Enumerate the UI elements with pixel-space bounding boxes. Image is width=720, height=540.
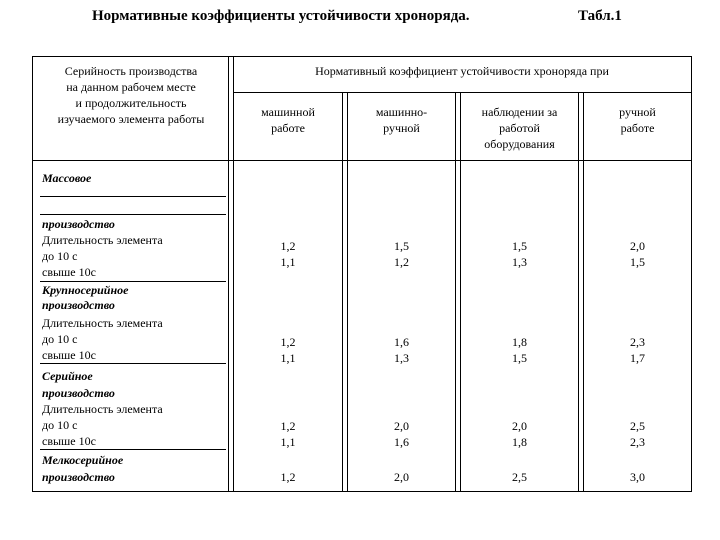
value-cell: 1,5 xyxy=(512,351,527,365)
table-border-right xyxy=(691,56,692,492)
row-1-under-10: до 10 с xyxy=(42,249,78,263)
value-cell: 2,0 xyxy=(512,419,527,433)
value-cell: 1,6 xyxy=(394,335,409,349)
value-cell: 1,2 xyxy=(394,255,409,269)
row-header-line-3: и продолжительность xyxy=(75,96,187,110)
value-cell: 1,2 xyxy=(280,239,296,253)
col-divider-b xyxy=(233,56,234,492)
col-header-3-line-3: оборудования xyxy=(484,137,555,151)
value-cell: 1,8 xyxy=(512,435,527,449)
col-header-4-line-1: ручной xyxy=(619,105,656,119)
col-header-4-line-2: работе xyxy=(620,121,655,135)
col-divider-a xyxy=(228,56,229,492)
value-cell: 1,3 xyxy=(512,255,527,269)
table-border-bottom xyxy=(32,491,692,492)
value-cell: 1,2 xyxy=(280,335,296,349)
value-cell: 1,1 xyxy=(280,435,296,449)
col-header-1-line-2: работе xyxy=(271,121,305,135)
value-cell: 1,1 xyxy=(280,255,296,269)
col-divider-4b xyxy=(583,92,584,492)
value-cell: 2,3 xyxy=(630,435,645,449)
row-rule-4 xyxy=(40,363,226,364)
row-rule-2 xyxy=(40,214,226,215)
row-rule-1 xyxy=(40,196,226,197)
value-cell: 1,5 xyxy=(630,255,645,269)
row-label-mass: Массовое xyxy=(42,171,92,185)
col-header-2-line-2: ручной xyxy=(383,121,420,135)
value-cell: 2,5 xyxy=(512,470,527,484)
row-3-under-10: до 10 с xyxy=(42,418,78,432)
col-divider-3b xyxy=(460,92,461,492)
value-cell: 1,1 xyxy=(280,351,296,365)
value-cell: 3,0 xyxy=(630,470,645,484)
value-cell: 1,6 xyxy=(394,435,409,449)
value-cell: 2,5 xyxy=(630,419,645,433)
col-header-3-line-2: работой xyxy=(499,121,540,135)
row-header-line-4: изучаемого элемента работы xyxy=(57,112,205,126)
row-label-series-2: производство xyxy=(42,386,115,400)
table-label: Табл.1 xyxy=(578,8,622,24)
col-divider-2b xyxy=(347,92,348,492)
col-header-2-line-1: машинно- xyxy=(375,105,428,119)
row-header-line-1: Серийность производства xyxy=(64,64,198,78)
group-header-rule xyxy=(233,92,692,93)
col-divider-2a xyxy=(342,92,343,492)
col-header-3-line-1: наблюдении за xyxy=(481,105,558,119)
row-2-over-10: свыше 10с xyxy=(42,348,96,362)
value-cell: 1,7 xyxy=(630,351,645,365)
table-border-top xyxy=(32,56,692,57)
value-cell: 1,2 xyxy=(280,419,296,433)
group-header: Нормативный коэффициент устойчивости хроноряда при xyxy=(315,64,609,78)
row-label-large-series: Крупносерийное xyxy=(42,283,129,297)
row-label-small-series: Мелкосерийное xyxy=(42,453,124,467)
col-divider-3a xyxy=(455,92,456,492)
value-cell: 1,5 xyxy=(394,239,409,253)
value-cell: 1,5 xyxy=(512,239,527,253)
row-header-line-2: на данном рабочем месте xyxy=(66,80,196,94)
value-cell: 2,0 xyxy=(630,239,645,253)
row-label-series: Серийное xyxy=(42,369,93,383)
row-2-under-10: до 10 с xyxy=(42,332,78,346)
row-label-mass-production: производство xyxy=(42,217,115,231)
table-border-left xyxy=(32,56,33,492)
value-cell: 2,0 xyxy=(394,419,409,433)
page-title: Нормативные коэффициенты устойчивости хроноряда. xyxy=(92,8,470,24)
header-rule xyxy=(32,160,692,161)
row-rule-5 xyxy=(40,449,226,450)
col-divider-4a xyxy=(578,92,579,492)
col-header-1-line-1: машинной xyxy=(261,105,315,119)
row-label-small-series-2: производство xyxy=(42,470,115,484)
row-label-large-series-2: производство xyxy=(42,298,115,311)
row-3-over-10: свыше 10с xyxy=(42,434,96,448)
row-2-duration: Длительность элемента xyxy=(42,316,163,330)
value-cell: 1,2 xyxy=(280,470,296,484)
row-3-duration: Длительность элемента xyxy=(42,402,163,416)
row-1-over-10: свыше 10с xyxy=(42,265,96,279)
value-cell: 1,8 xyxy=(512,335,527,349)
value-cell: 2,3 xyxy=(630,335,645,349)
value-cell: 1,3 xyxy=(394,351,409,365)
value-cell: 2,0 xyxy=(394,470,409,484)
row-1-duration: Длительность элемента xyxy=(42,233,163,247)
